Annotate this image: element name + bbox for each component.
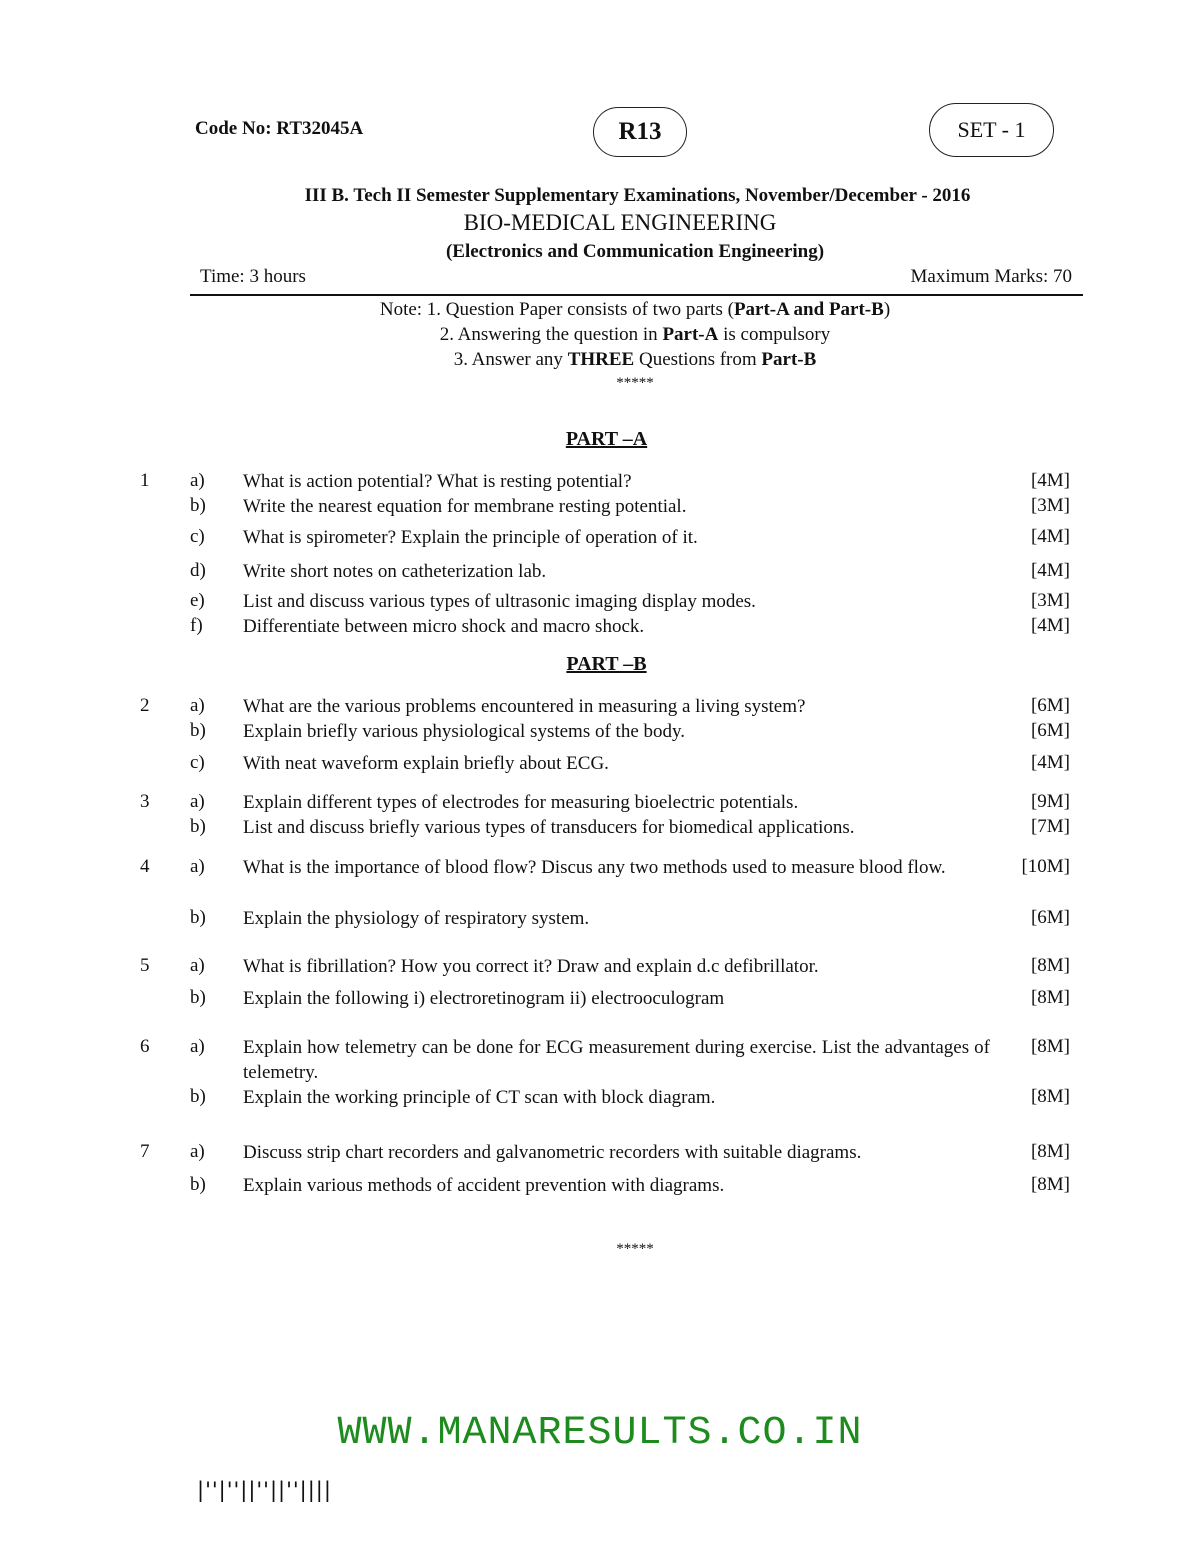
question-marks: [4M]: [1030, 470, 1070, 491]
question-marks: [6M]: [1030, 695, 1070, 716]
subquestion-label: f): [190, 615, 203, 636]
subquestion-label: a): [190, 695, 205, 716]
question-marks: [10M]: [1021, 856, 1070, 877]
subquestion-label: b): [190, 1174, 206, 1195]
question-text: Explain briefly various physiological systems of the body.: [243, 721, 686, 742]
question-number: 4: [140, 856, 150, 877]
question-marks: [7M]: [1030, 816, 1070, 837]
subquestion-label: e): [190, 590, 205, 611]
question-number: 7: [140, 1141, 150, 1162]
part-a-heading: PART –A: [565, 428, 648, 450]
question-text: What are the various problems encountered in measuring a living system?: [243, 696, 806, 717]
question-number: 2: [140, 695, 150, 716]
question-text: Explain different types of electrodes for measuring bioelectric potentials.: [243, 792, 799, 813]
subquestion-label: a): [190, 1141, 205, 1162]
note-line-1: Note: 1. Question Paper consists of two parts (Part-A and Part-B): [379, 299, 891, 320]
question-marks: [8M]: [1030, 955, 1070, 976]
question-marks: [8M]: [1030, 1036, 1070, 1057]
question-text: What is spirometer? Explain the principle of operation of it.: [243, 527, 698, 548]
question-text: Write short notes on catheterization lab.: [243, 561, 547, 582]
question-marks: [3M]: [1030, 590, 1070, 611]
question-text: What is the importance of blood flow? Discus any two methods used to measure blood flow.: [243, 857, 946, 878]
question-number: 5: [140, 955, 150, 976]
question-text: What is action potential? What is resting potential?: [243, 471, 632, 492]
subquestion-label: c): [190, 752, 205, 773]
note-line-2: 2. Answering the question in Part-A is compulsory: [439, 324, 831, 345]
subquestion-label: d): [190, 560, 206, 581]
separator-stars: *****: [616, 375, 654, 391]
question-number: 1: [140, 470, 150, 491]
subquestion-label: b): [190, 495, 206, 516]
subquestion-label: b): [190, 907, 206, 928]
question-text: What is fibrillation? How you correct it? Draw and explain d.c defibrillator.: [243, 956, 819, 977]
question-text: Differentiate between micro shock and macro shock.: [243, 616, 645, 637]
question-text: Explain the physiology of respiratory system.: [243, 908, 590, 929]
subquestion-label: a): [190, 470, 205, 491]
subject-title: BIO-MEDICAL ENGINEERING: [463, 210, 777, 235]
exam-title: III B. Tech II Semester Supplementary Examinations, November/December - 2016: [304, 185, 971, 206]
subquestion-label: a): [190, 791, 205, 812]
set-badge: SET - 1: [929, 103, 1054, 157]
subquestion-label: a): [190, 856, 205, 877]
exam-time: Time: 3 hours: [200, 266, 306, 287]
question-marks: [8M]: [1030, 1086, 1070, 1107]
subquestion-label: a): [190, 955, 205, 976]
subquestion-label: b): [190, 1086, 206, 1107]
branch-title: (Electronics and Communication Engineering): [445, 241, 825, 262]
subquestion-label: c): [190, 526, 205, 547]
question-text: List and discuss briefly various types of transducers for biomedical applications.: [243, 817, 855, 838]
note-line-3: 3. Answer any THREE Questions from Part-B: [453, 349, 817, 370]
part-b-heading: PART –B: [566, 653, 647, 675]
question-marks: [8M]: [1030, 987, 1070, 1008]
question-text: List and discuss various types of ultrasonic imaging display modes.: [243, 591, 756, 612]
question-marks: [4M]: [1030, 560, 1070, 581]
question-text: Write the nearest equation for membrane resting potential.: [243, 496, 687, 517]
question-marks: [3M]: [1030, 495, 1070, 516]
subquestion-label: a): [190, 1036, 205, 1057]
question-marks: [8M]: [1030, 1174, 1070, 1195]
question-text: Explain the following i) electroretinogram ii) electrooculogram: [243, 988, 725, 1009]
subquestion-label: b): [190, 816, 206, 837]
website-watermark: WWW.MANARESULTS.CO.IN: [337, 1411, 863, 1456]
subquestion-label: b): [190, 987, 206, 1008]
question-marks: [4M]: [1030, 526, 1070, 547]
barcode-marks: |''|''||''||''||||: [197, 1478, 332, 1502]
question-text: With neat waveform explain briefly about ECG.: [243, 753, 609, 774]
question-number: 3: [140, 791, 150, 812]
question-marks: [9M]: [1030, 791, 1070, 812]
subquestion-label: b): [190, 720, 206, 741]
question-marks: [6M]: [1030, 907, 1070, 928]
question-text: Explain the working principle of CT scan with block diagram.: [243, 1087, 716, 1108]
question-marks: [4M]: [1030, 752, 1070, 773]
regulation-badge: R13: [593, 107, 687, 157]
code-number: Code No: RT32045A: [195, 118, 364, 139]
question-marks: [8M]: [1030, 1141, 1070, 1162]
question-text: Explain how telemetry can be done for ECG measurement during exercise. List the advantages of telemetry.: [243, 1037, 990, 1083]
max-marks: Maximum Marks: 70: [910, 266, 1072, 287]
question-text: Explain various methods of accident prevention with diagrams.: [243, 1175, 725, 1196]
question-number: 6: [140, 1036, 150, 1057]
end-separator-stars: *****: [616, 1241, 654, 1257]
header-divider: [190, 294, 1083, 296]
question-marks: [6M]: [1030, 720, 1070, 741]
question-marks: [4M]: [1030, 615, 1070, 636]
question-text: Discuss strip chart recorders and galvanometric recorders with suitable diagrams.: [243, 1142, 862, 1163]
